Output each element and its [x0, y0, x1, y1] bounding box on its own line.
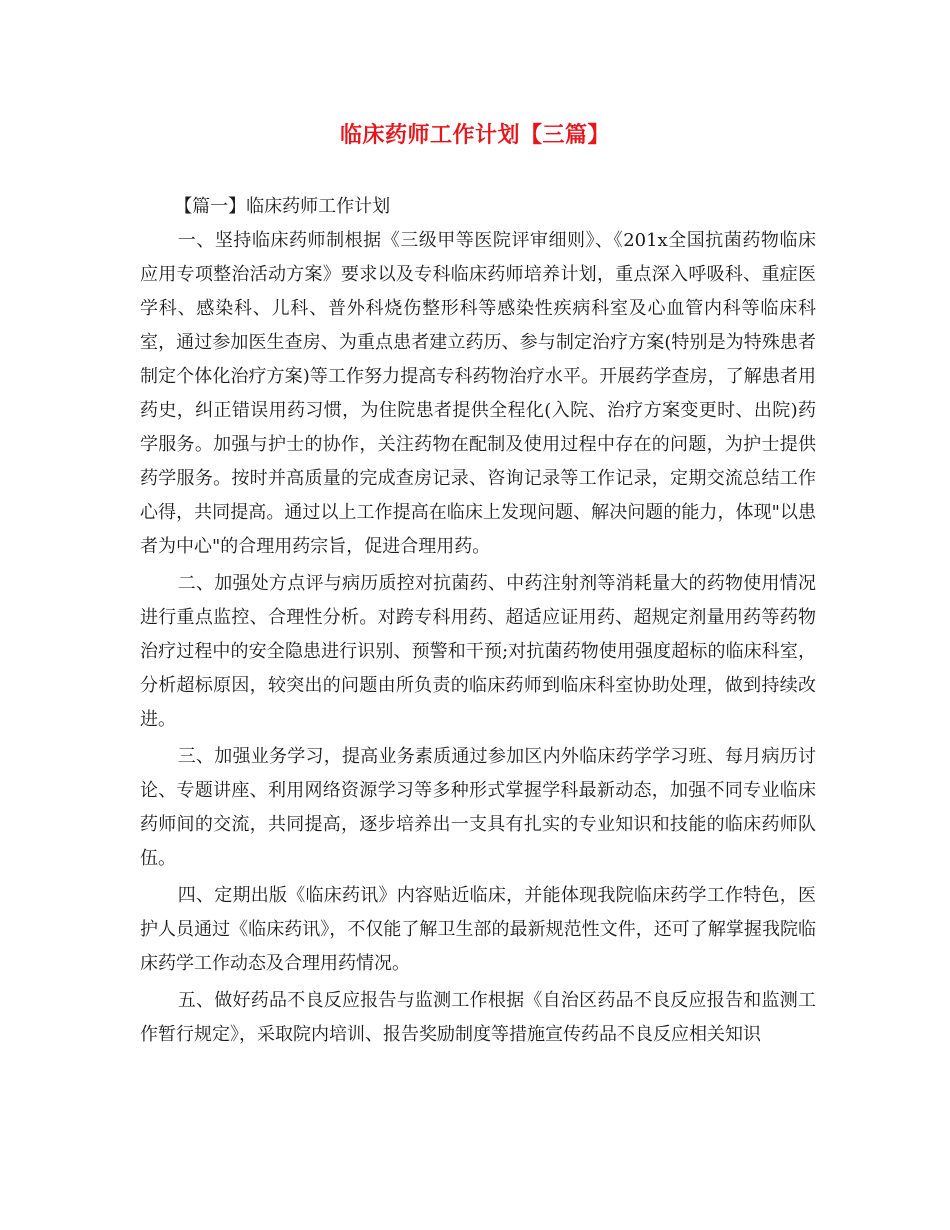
- paragraph-1: 一、坚持临床药师制根据《三级甲等医院评审细则》、《201x全国抗菌药物临床应用专项整治活动方案》要求以及专科临床药师培养计划，重点深入呼吸科、重症医学科、感染科、儿科、普外科烧伤整形科等感染性疾病科室及心血管内科等临床科室，通过参加医生查房、为重点患者建立药历、参与制定治疗方案(特别是为特殊患者制定个体化治疗方案)等工作努力提高专科药物治疗水平。开展药学查房，了解患者用药史，纠正错误用药习惯，为住院患者提供全程化(入院、治疗方案变更时、出院)药学服务。加强与护士的协作，关注药物在配制及使用过程中存在的问题，为护士提供药学服务。按时并高质量的完成查房记录、咨询记录等工作记录，定期交流总结工作心得，共同提高。通过以上工作提高在临床上发现问题、解决问题的能力，体现"以患者为中心"的合理用药宗旨，促进合理用药。: [140, 230, 816, 557]
- paragraph-3: 三、加强业务学习，提高业务素质通过参加区内外临床药学学习班、每月病历讨论、专题讲座、利用网络资源学习等多种形式掌握学科最新动态，加强不同专业临床药师间的交流，共同提高，逐步培养出一支具有扎实的专业知识和技能的临床药师队伍。: [140, 746, 816, 869]
- document-body: [140, 190, 816, 1055]
- paragraph-4: 四、定期出版《临床药讯》内容贴近临床，并能体现我院临床药学工作特色，医护人员通过《临床药讯》，不仅能了解卫生部的最新规范性文件，还可了解掌握我院临床药学工作动态及合理用药情况。: [140, 885, 816, 974]
- paragraph-5: 五、做好药品不良反应报告与监测工作根据《自治区药品不良反应报告和监测工作暂行规定》，采取院内培训、报告奖励制度等措施宣传药品不良反应相关知识: [140, 990, 816, 1045]
- paragraph-2: 二、加强处方点评与病历质控对抗菌药、中药注射剂等消耗量大的药物使用情况进行重点监控、合理性分析。对跨专科用药、超适应证用药、超规定剂量用药等药物治疗过程中的安全隐患进行识别、预警和干预;对抗菌药物使用强度超标的临床科室，分析超标原因，较突出的问题由所负责的临床药师到临床科室协助处理，做到持续改进。: [140, 573, 816, 730]
- document-title: 临床药师工作计划【三篇】: [339, 122, 610, 148]
- section-heading: 【篇一】临床药师工作计划: [174, 196, 391, 217]
